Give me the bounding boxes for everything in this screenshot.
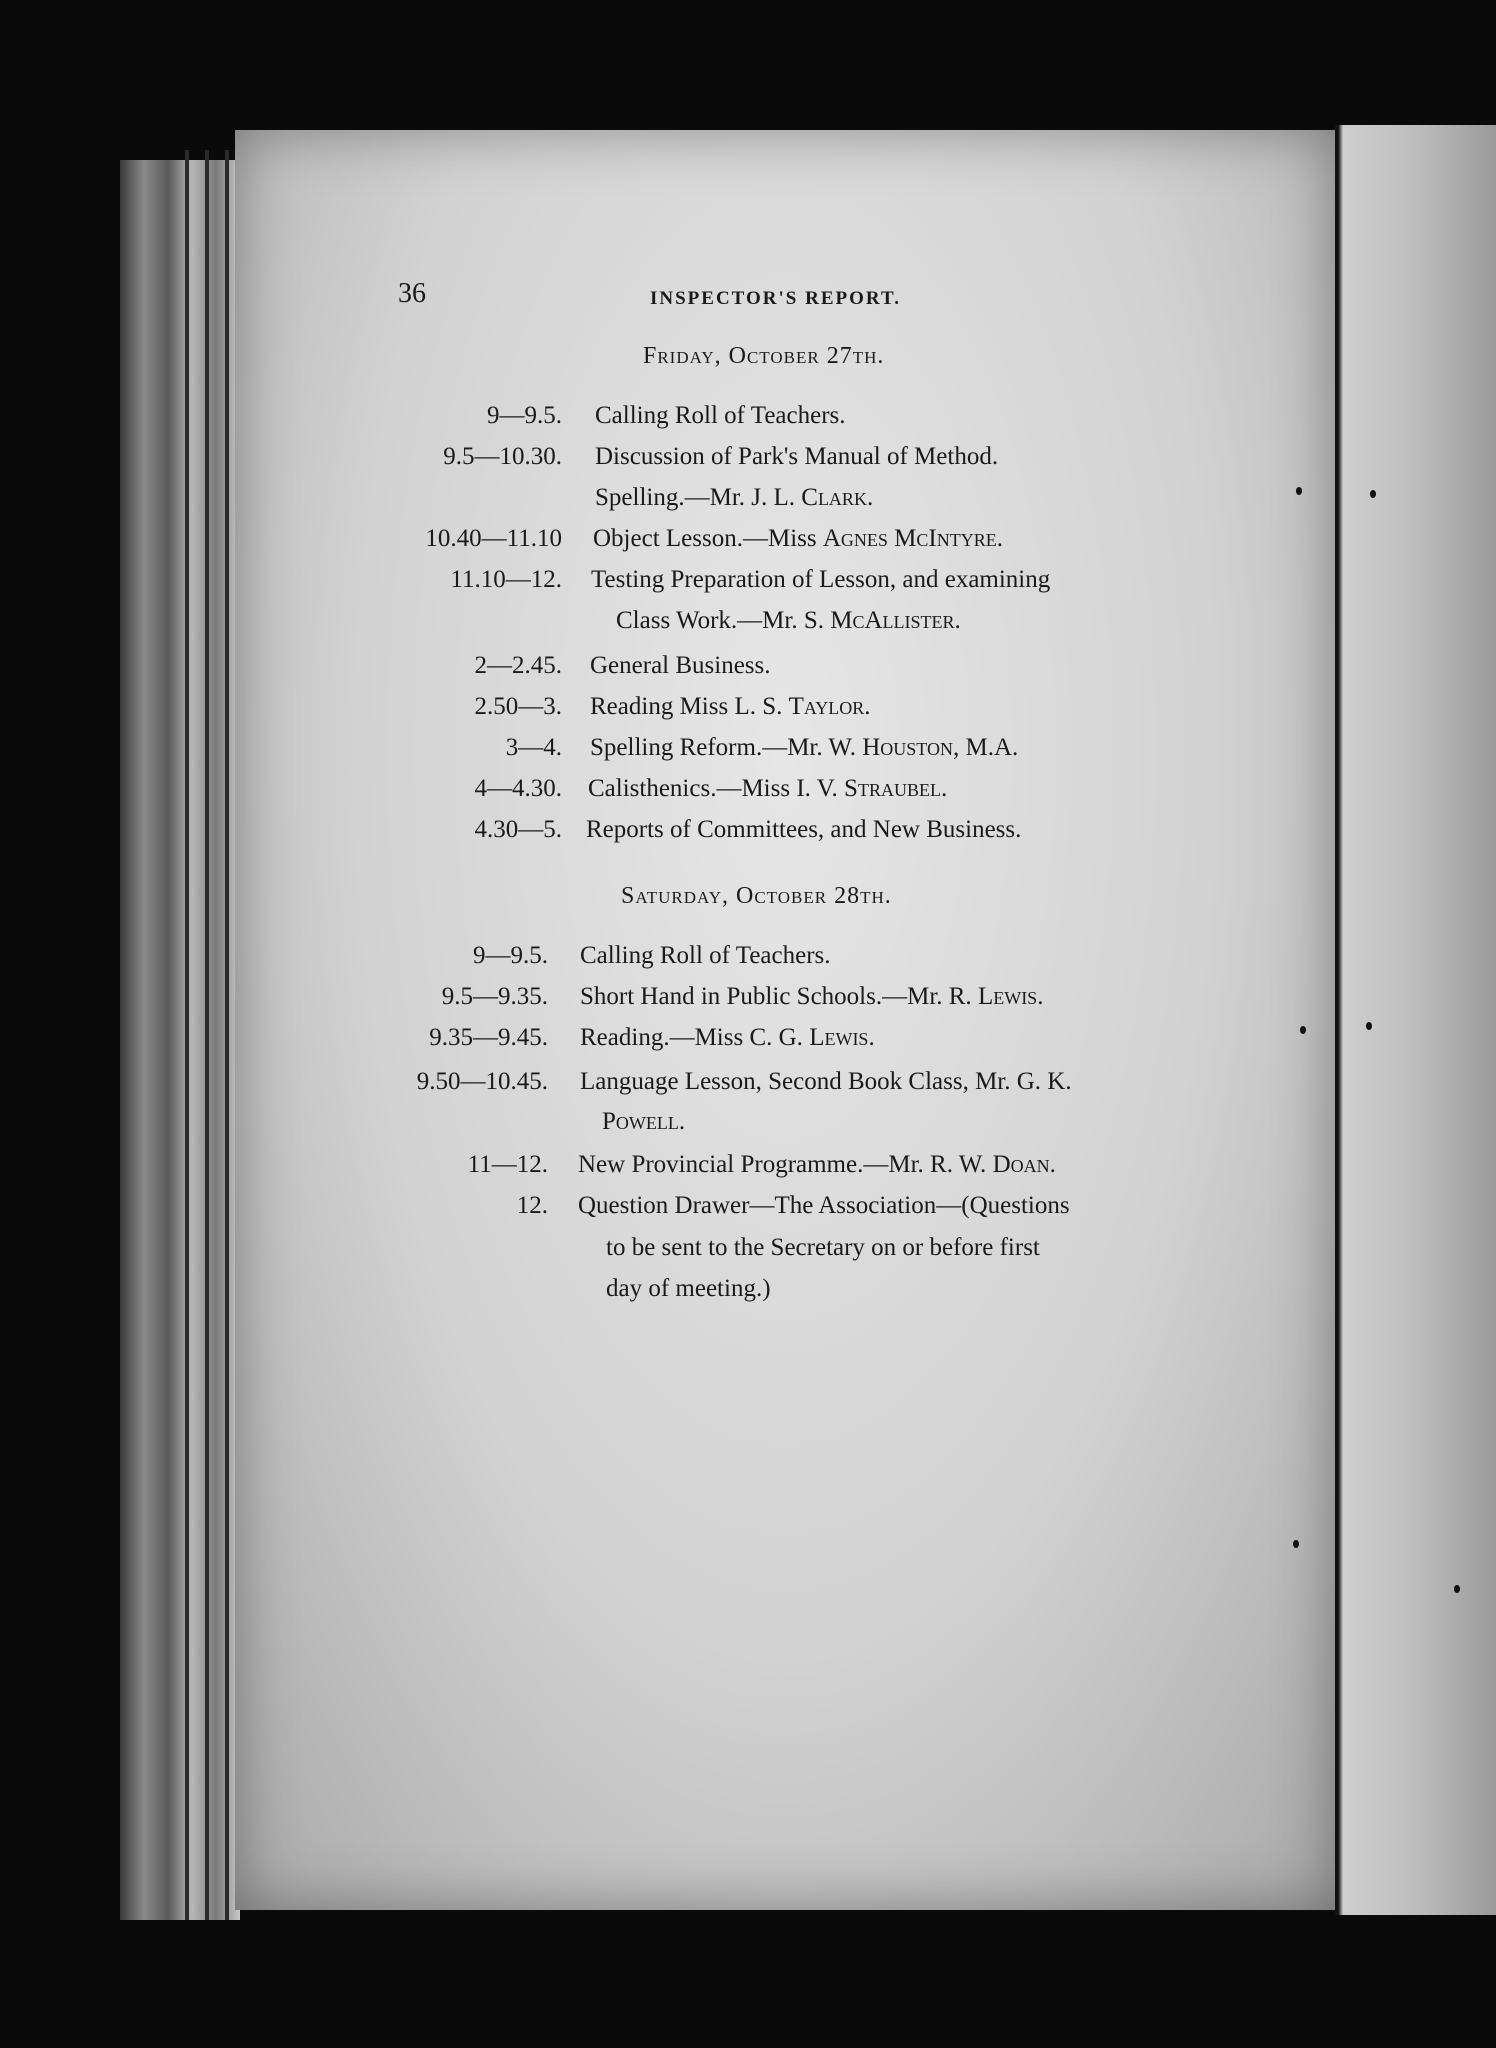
time-slot: 4—4.30.: [474, 775, 562, 802]
schedule-entry: to be sent to the Secretary on or before first: [606, 1234, 1040, 1261]
schedule-entry: Reading.—Miss C. G. Lewis.: [580, 1024, 875, 1051]
time-slot: 9—9.5.: [487, 402, 562, 429]
schedule-entry: Spelling Reform.—Mr. W. Houston, M.A.: [590, 734, 1019, 761]
facing-page-edge: [1335, 125, 1496, 1915]
page-number: 36: [398, 278, 426, 309]
time-slot: 12.: [516, 1192, 548, 1219]
schedule-entry: Powell.: [602, 1108, 686, 1135]
schedule-entry: Calling Roll of Teachers.: [595, 402, 846, 429]
scan-speck: [1300, 1026, 1306, 1034]
scan-speck: [1370, 490, 1376, 498]
scan-speck: [1454, 1585, 1460, 1593]
time-slot: 9.50—10.45.: [416, 1068, 548, 1095]
time-slot: 9.5—9.35.: [441, 983, 548, 1010]
time-slot: 9—9.5.: [473, 942, 548, 969]
schedule-entry: Testing Preparation of Lesson, and examining: [591, 566, 1051, 593]
page-edge-line: [225, 150, 229, 1920]
schedule-entry: Reading Miss L. S. Taylor.: [590, 693, 871, 720]
page-edge-line: [185, 150, 189, 1920]
time-slot: 2.50—3.: [474, 693, 562, 720]
scan-speck: [1296, 487, 1302, 495]
time-slot: 11.10—12.: [450, 566, 562, 593]
schedule-entry: New Provincial Programme.—Mr. R. W. Doan.: [578, 1151, 1056, 1178]
book-page: [235, 130, 1335, 1910]
time-slot: 9.35—9.45.: [429, 1024, 548, 1051]
schedule-entry: Language Lesson, Second Book Class, Mr. G. K.: [580, 1068, 1072, 1095]
schedule-entry: Question Drawer—The Association—(Questions: [578, 1192, 1070, 1219]
page-stack-left: [120, 160, 240, 1920]
schedule-entry: Discussion of Park's Manual of Method.: [595, 443, 999, 470]
time-slot: 2—2.45.: [474, 652, 562, 679]
time-slot: 3—4.: [505, 734, 562, 761]
time-slot: 11—12.: [467, 1151, 548, 1178]
scan-speck: [1293, 1540, 1299, 1548]
schedule-entry: Spelling.—Mr. J. L. Clark.: [595, 484, 874, 511]
schedule-entry: Reports of Committees, and New Business.: [586, 816, 1022, 843]
schedule-entry: General Business.: [590, 652, 771, 679]
time-slot: 10.40—11.10: [425, 525, 562, 552]
page-edge-line: [205, 150, 209, 1920]
time-slot: 9.5—10.30.: [443, 443, 562, 470]
schedule-entry: day of meeting.): [606, 1275, 771, 1302]
scan-speck: [1366, 1022, 1372, 1030]
friday-heading: Friday, October 27th.: [643, 343, 885, 369]
saturday-heading: Saturday, October 28th.: [621, 883, 892, 909]
schedule-entry: Class Work.—Mr. S. McAllister.: [616, 607, 961, 634]
time-slot: 4.30—5.: [474, 816, 562, 843]
schedule-entry: Calling Roll of Teachers.: [580, 942, 831, 969]
schedule-entry: Object Lesson.—Miss Agnes McIntyre.: [593, 525, 1003, 552]
schedule-entry: Short Hand in Public Schools.—Mr. R. Lewis.: [580, 983, 1044, 1010]
schedule-entry: Calisthenics.—Miss I. V. Straubel.: [588, 775, 948, 802]
running-head: INSPECTOR'S REPORT.: [650, 288, 901, 309]
